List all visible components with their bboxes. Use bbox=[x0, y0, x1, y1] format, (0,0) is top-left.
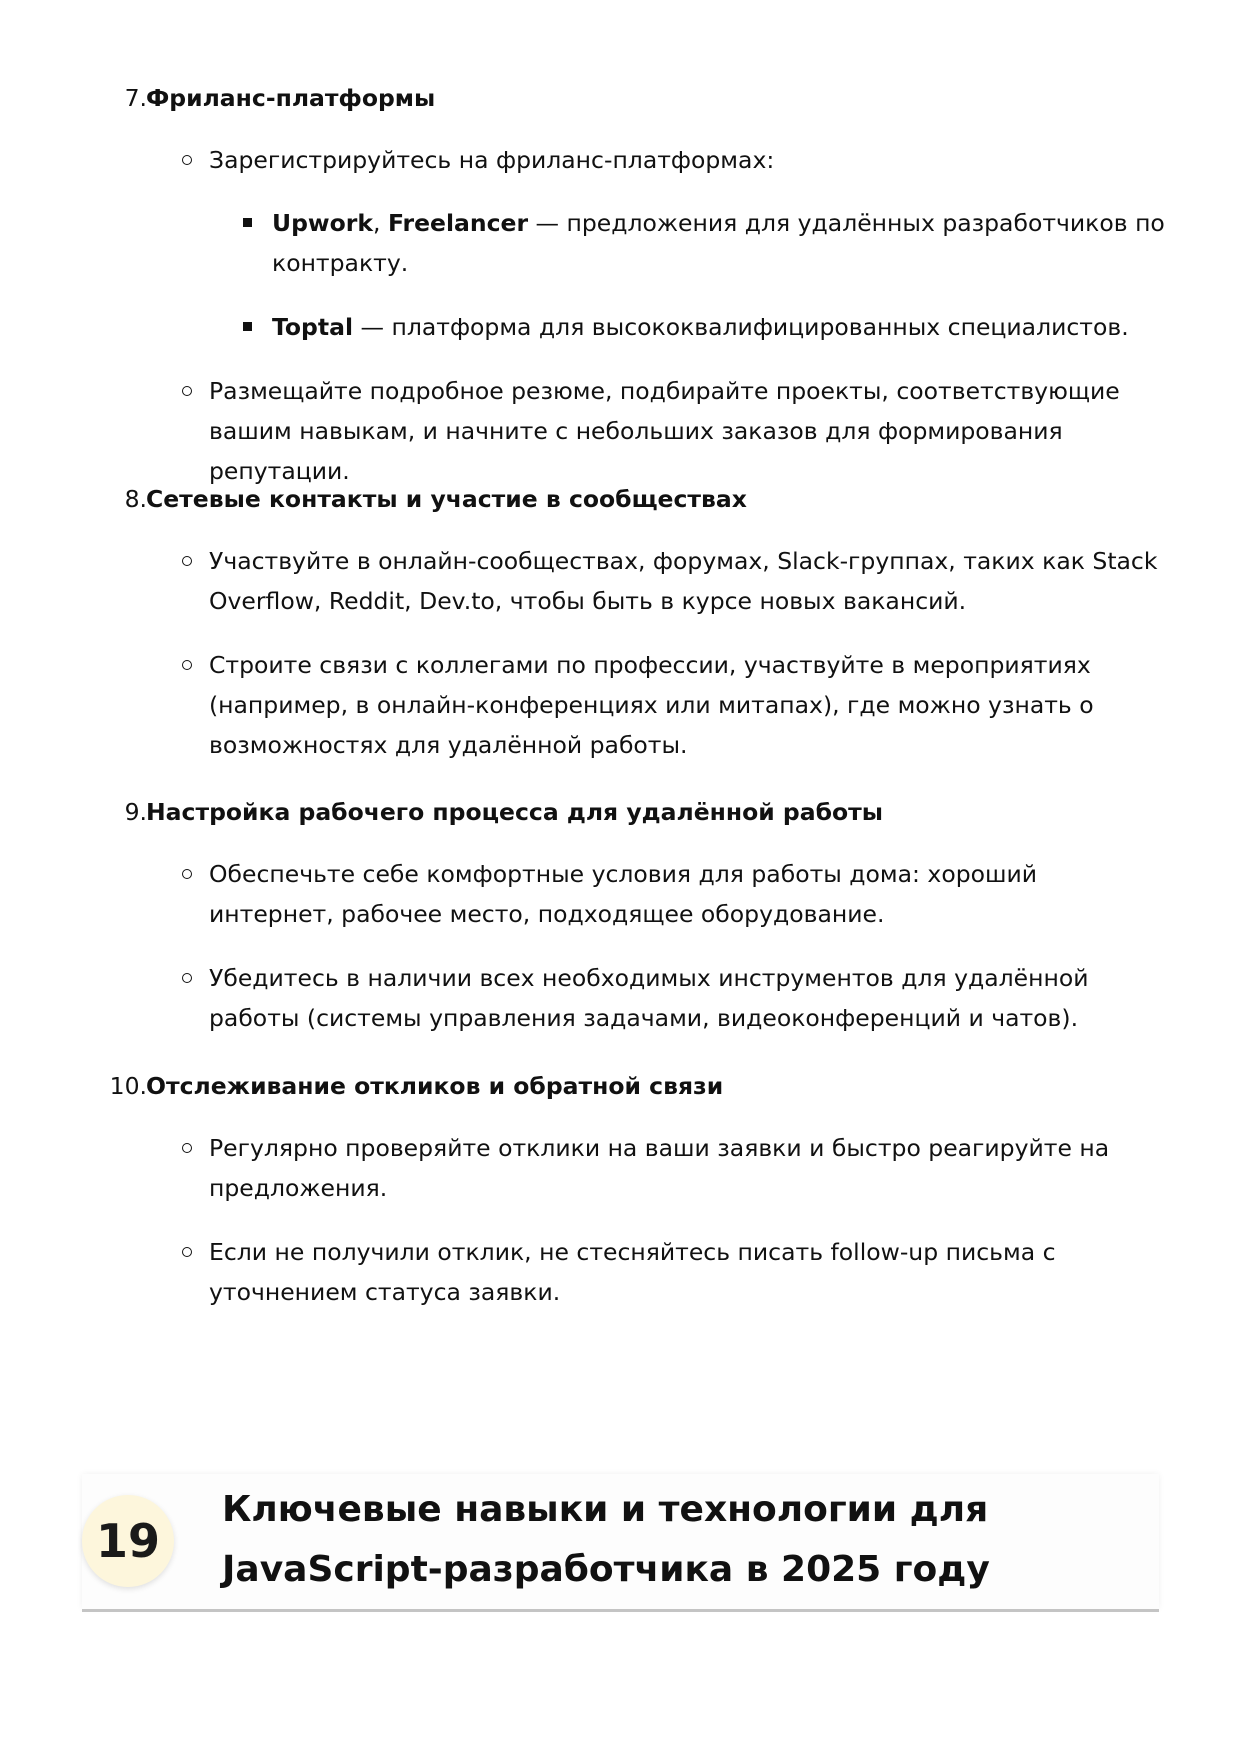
list-item-title: Сетевые контакты и участие в сообществах bbox=[146, 485, 747, 513]
list-item-title: Фриланс-платформы bbox=[146, 84, 436, 112]
bullet-text: Строите связи с коллегами по профессии, участвуйте в мероприятиях (например, в онлайн-конференциях или митапах), где можно узнать о возможностях для удалённой работы. bbox=[209, 651, 1094, 759]
section-number-badge: 19 bbox=[82, 1495, 174, 1587]
circle-bullet-icon bbox=[182, 660, 192, 670]
bullet-text: — предложения для удалённых разработчиков по контракту. bbox=[272, 209, 1165, 277]
bullet-text: Регулярно проверяйте отклики на ваши заявки и быстро реагируйте на предложения. bbox=[209, 1134, 1110, 1202]
list-bullet bbox=[209, 854, 1169, 934]
list-item-title: Настройка рабочего процесса для удалённой работы bbox=[146, 798, 884, 826]
section-title: Ключевые навыки и технологии для JavaScript-разработчика в 2025 году bbox=[222, 1489, 990, 1590]
list-number: 8. bbox=[124, 485, 147, 513]
list-bullet bbox=[209, 541, 1169, 621]
circle-bullet-icon bbox=[182, 869, 192, 879]
section-divider bbox=[82, 1609, 1159, 1612]
bullet-text: Участвуйте в онлайн-сообществах, форумах, Slack-группах, таких как Stack Overflow, Reddit, Dev.to, чтобы быть в курсе новых вакансий. bbox=[209, 547, 1158, 615]
circle-bullet-icon bbox=[182, 155, 192, 165]
circle-bullet-icon bbox=[182, 556, 192, 566]
list-bullet bbox=[209, 371, 1169, 491]
list-item-title: Отслеживание откликов и обратной связи bbox=[146, 1072, 724, 1100]
sub-list-bullet bbox=[272, 203, 1172, 283]
list-bullet bbox=[209, 1232, 1169, 1312]
list-number: 9. bbox=[124, 798, 147, 826]
list-bullet bbox=[209, 140, 1169, 180]
square-bullet-icon bbox=[243, 218, 252, 227]
sub-list-bullet bbox=[272, 307, 1172, 347]
platform-name: Upwork bbox=[272, 209, 373, 237]
list-bullet bbox=[209, 645, 1169, 765]
circle-bullet-icon bbox=[182, 1143, 192, 1153]
platform-name: Toptal bbox=[272, 313, 354, 341]
list-number: 10. bbox=[109, 1072, 147, 1100]
circle-bullet-icon bbox=[182, 973, 192, 983]
list-number: 7. bbox=[124, 84, 147, 112]
list-bullet bbox=[209, 958, 1169, 1038]
bullet-text: — платформа для высококвалифицированных специалистов. bbox=[353, 313, 1129, 341]
bullet-text: Размещайте подробное резюме, подбирайте проекты, соответствующие вашим навыкам, и начните с небольших заказов для формирования репутации. bbox=[209, 377, 1120, 485]
separator: , bbox=[372, 209, 388, 237]
bullet-text: Зарегистрируйтесь на фриланс-платформах: bbox=[209, 146, 775, 174]
platform-name: Freelancer bbox=[387, 209, 529, 237]
square-bullet-icon bbox=[243, 322, 252, 331]
circle-bullet-icon bbox=[182, 386, 192, 396]
bullet-text: Обеспечьте себе комфортные условия для работы дома: хороший интернет, рабочее место, подходящее оборудование. bbox=[209, 860, 1038, 928]
list-bullet bbox=[209, 1128, 1169, 1208]
circle-bullet-icon bbox=[182, 1247, 192, 1257]
bullet-text: Если не получили отклик, не стесняйтесь писать follow-up письма с уточнением статуса заявки. bbox=[209, 1238, 1056, 1306]
bullet-text: Убедитесь в наличии всех необходимых инструментов для удалённой работы (системы управления задачами, видеоконференций и чатов). bbox=[209, 964, 1089, 1032]
